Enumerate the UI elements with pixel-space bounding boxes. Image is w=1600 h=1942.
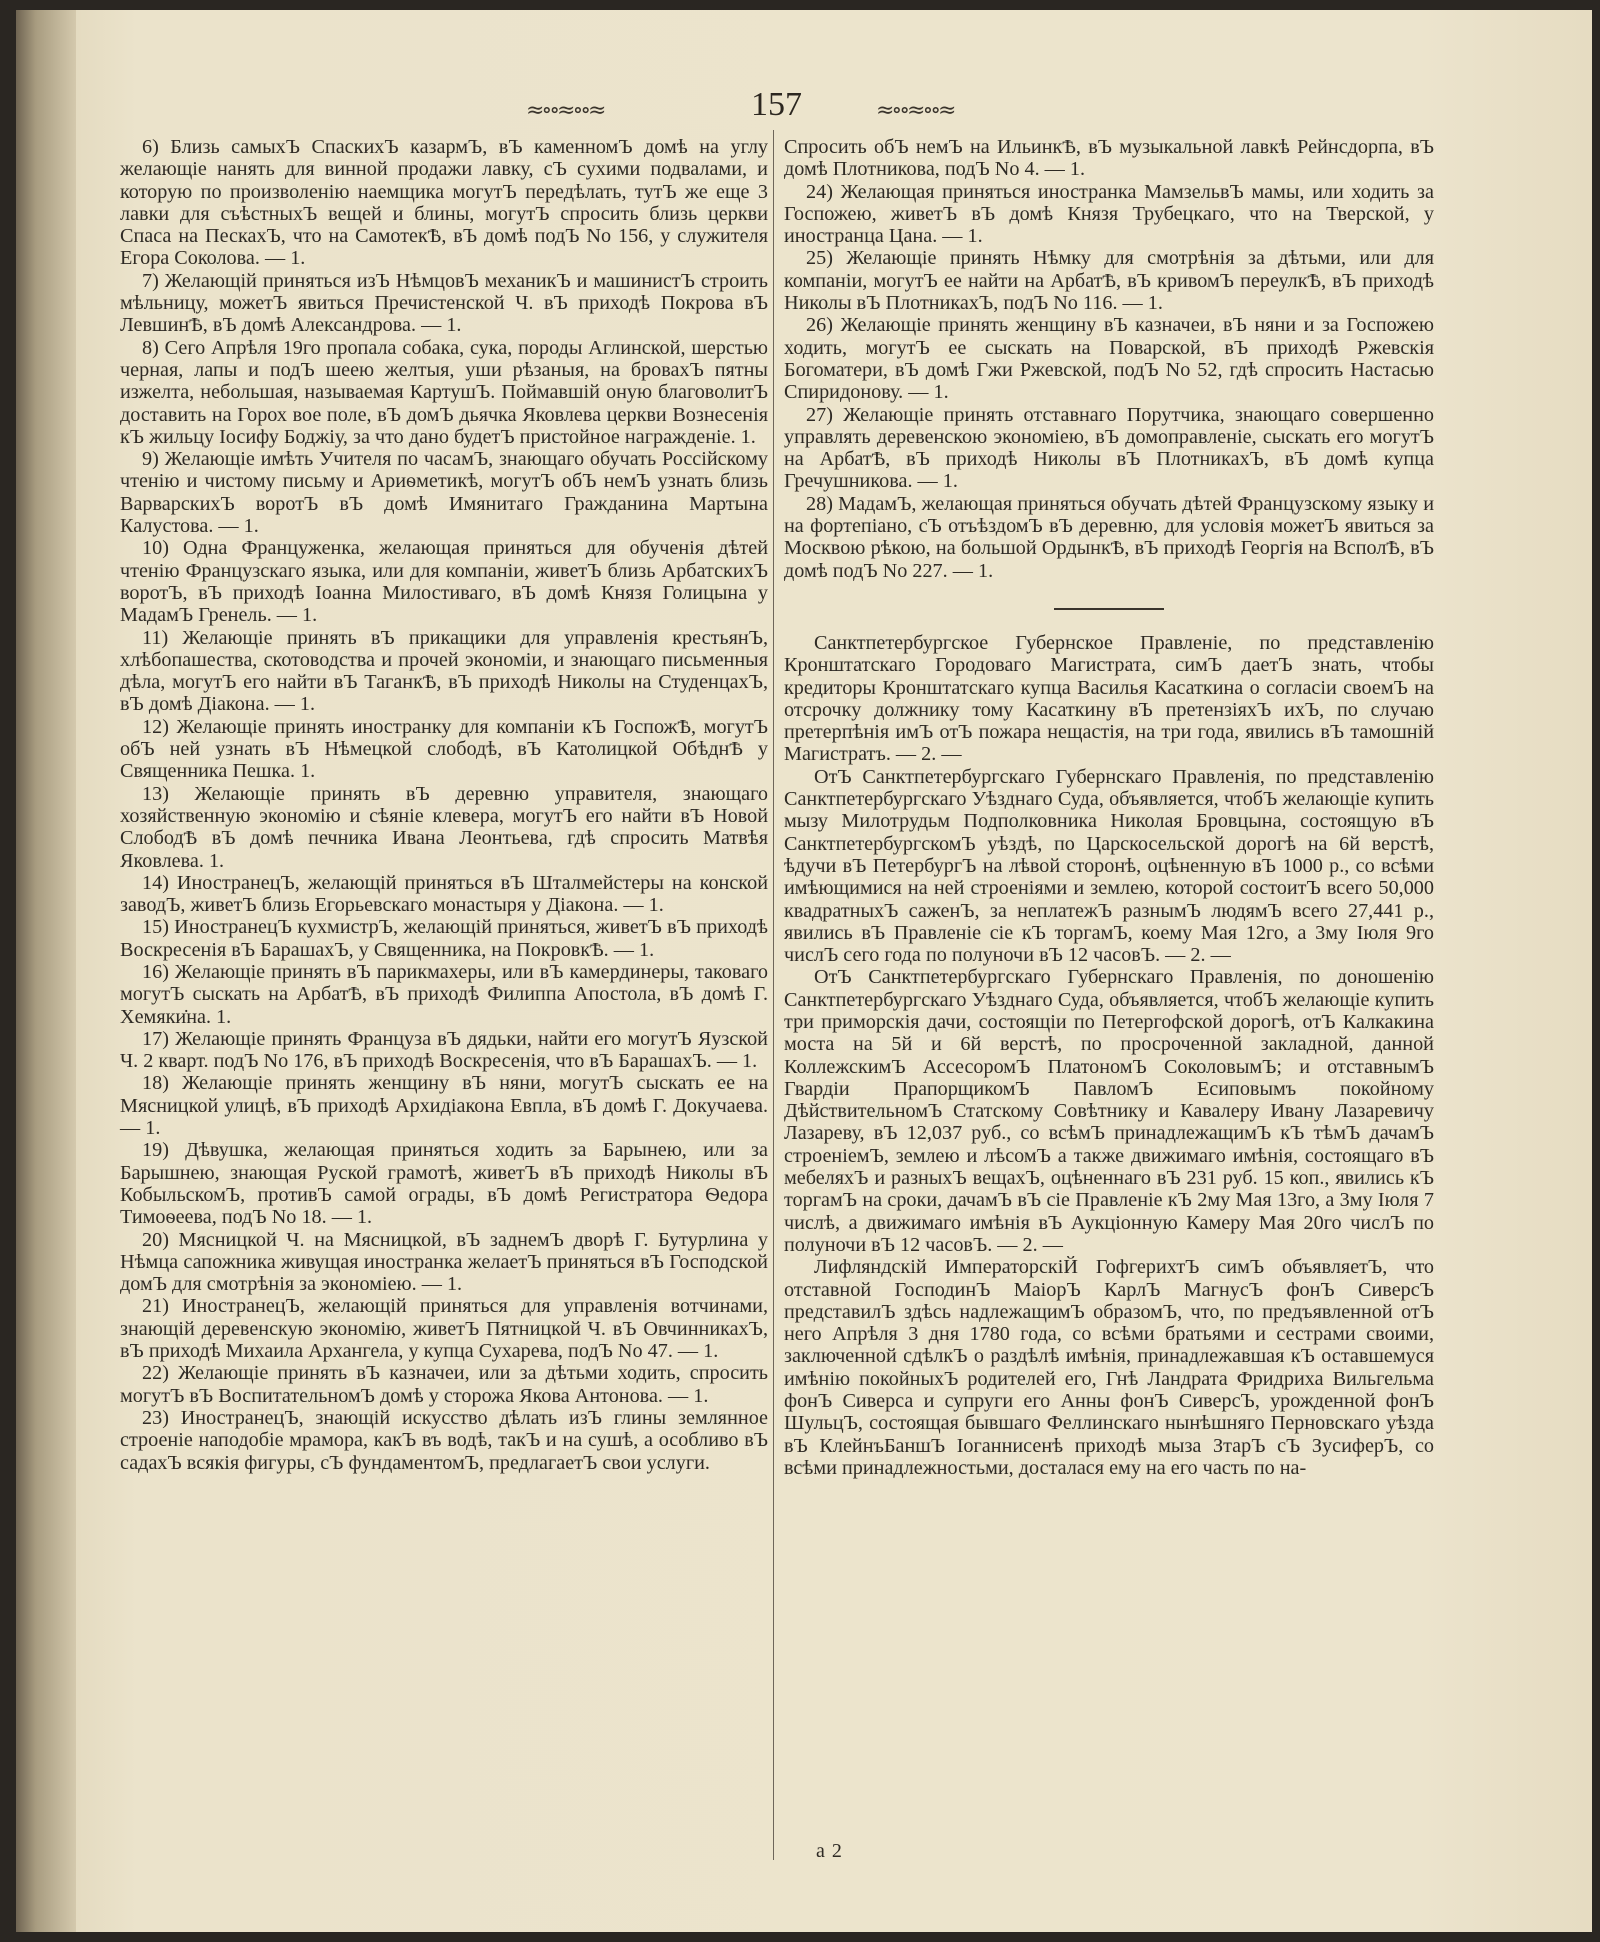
government-notice: ОтЪ Санктпетербургскаго Губернскаго Правленія, по доношенію Санктпетербургскаго Уѣзднаго Суда, объявляется, чтобЪ желающіе купить три приморскія дачи, состоящіи по Петергофской дорогѣ, отЪ Калкакина моста на 5й и 6й верстѣ, по просроченной закладной, данной КоллежскимЪ АссесоромЪ ПлатономЪ СоколовымЪ; и отставнымЪ Гвардіи ПрапорщикомЪ ПавломЪ Есиповымъ покойному ДѣйствительномЪ Статскому Совѣтнику и Кавалеру Ивану Лазаревичу Лазареву, вЪ 12,037 руб., со всѣмЪ принадлежащимЪ кЪ тѣмЪ дачамЪ строеніемЪ, землею и лѣсомЪ а также движимаго имѣнія, состоящаго вЪ мебеляхЪ и разныхЪ вещахЪ, оцѣненнаго вЪ 231 руб. 15 коп., явились кЪ торгамЪ на сроки, дачамЪ вЪ сіе Правленіе кЪ 2му Мая 13го, а 3му Іюля 7 числѣ, а движимаго имѣнія вЪ Аукціонную Камеру Мая 20го числЪ по полуночи вЪ 12 часовЪ. — 2. —: [784, 966, 1434, 1256]
page-header: [16, 86, 1592, 126]
advertisement-item: 25) Желающіе принять Нѣмку для смотрѣнія за дѣтьми, или для компаніи, могутЪ ее найти на АрбатѢ, вЪ кривомЪ переулкѢ, вЪ приходѣ Николы вЪ ПлотникахЪ, подЪ No 116. — 1.: [784, 247, 1434, 315]
advertisement-item: 23) ИностранецЪ, знающій искусство дѣлать изЪ глины землянное строеніе наподобіе мрамора, какЪ въ водѣ, такЪ и на сушѣ, а особливо вЪ садахЪ всякія фигуры, сЪ фундаментомЪ, предлагаетЪ свои услуги.: [120, 1406, 768, 1474]
page-number: 157: [751, 86, 802, 123]
right-column: [784, 136, 1434, 1479]
advertisement-item: 7) Желающій приняться изЪ НѣмцовЪ механикЪ и машинистЪ строить мѣльницу, можетЪ явиться Пречистенской Ч. вЪ приходѣ Покрова вЪ ЛевшинѢ, вЪ домѣ Александрова. — 1.: [120, 269, 768, 337]
header-ornament-left: ≈∘∘≈∘∘≈: [526, 98, 604, 123]
advertisement-item: 13) Желающіе принять вЪ деревню управителя, знающаго хозяйственную экономію и сѣяніе клевера, могутЪ его найти вЪ Новой СлободѢ вЪ домѣ печника Ивана Леонтьева, гдѣ спросить Матвѣя Яковлева. 1.: [120, 782, 768, 872]
section-separator-rule: [1054, 608, 1164, 610]
book-spine-shadow: [16, 10, 76, 1932]
advertisement-item: 19) Дѣвушка, желающая приняться ходить за Барынею, или за Барышнею, знающая Руской грамотѣ, живетЪ вЪ приходѣ Николы вЪ КобыльскомЪ, противЪ самой ограды, вЪ домѣ Регистратора Ѳедора Тимоѳеева, подЪ No 18. — 1.: [120, 1139, 768, 1229]
column-divider: [773, 130, 774, 1860]
government-notice: Санктпетербургское Губернское Правленіе, по представленію Кронштатскаго Городоваго Магистрата, симЪ даетЪ знать, чтобы кредиторы Кронштатскаго купца Василья Касаткина о согласіи своемЪ на отсрочку должнику тому Касаткину вЪ претензіяхЪ ихЪ, по случаю претерпѣнія имЪ отЪ пожара нещастія, на три года, явились вЪ тамошній Магистратъ. — 2. —: [784, 631, 1434, 766]
government-notice: Лифляндскій ИмператорскіЙ ГофгерихтЪ симЪ объявляетЪ, что отставной ГосподинЪ МаіорЪ КарлЪ МагнусЪ фонЪ СиверсЪ представилЪ здѣсь надлежащимЪ образомЪ, что, по предъявленной отЪ него Апрѣля 3 дня 1780 года, со всѣми братьями и сестрами своими, заключенной сдѣлкЪ о раздѣлѣ имѣнія, принадлежавшая кЪ оставшемуся имѣнію покойныхЪ родителей его, Гнѣ Ландрата Фридриха Вильгельма фонЪ Сиверса и супруги его Анны фонЪ СиверсЪ, урожденной фонЪ ШульцЪ, состоящая бывшаго Феллинскаго нынѣшняго Перновскаго уѣзда вЪ КлейнъБаншЪ Іоганнисенѣ приходѣ мыза ЗтарЪ сЪ ЗусиферЪ, со всѣми принадлежностьми, досталася ему на его часть по на-: [784, 1256, 1434, 1479]
advertisement-item: 10) Одна Француженка, желающая приняться для обученія дѣтей чтенію Французскаго языка, или для компаніи, живетЪ близь АрбатскихЪ воротЪ, вЪ приходѣ Іоанна Милостиваго, вЪ домѣ Князя Голицына у МадамЪ Гренель. — 1.: [120, 537, 768, 627]
advertisement-item: 9) Желающіе имѣть Учителя по часамЪ, знающаго обучать Россійскому чтенію и чистому письму и Ариѳметикѣ, могутЪ обЪ немЪ узнать близь ВарварскихЪ воротЪ вЪ домѣ Имянитаго Гражданина Мартына Калустова. — 1.: [120, 448, 768, 538]
advertisement-item: 6) Близь самыхЪ СпаскихЪ казармЪ, вЪ каменномЪ домѣ на углу желающіе нанять для винной продажи лавку, сЪ сухими подвалами, и которую по произволенію наемщика могутЪ передѣлать, тутЪ же еще 3 лавки для съѣстныхЪ вещей и блины, могутЪ спросить близь церкви Спаса на ПескахЪ, что на СамотекѢ, вЪ домѣ подЪ No 156, у служителя Егора Соколова. — 1.: [120, 136, 768, 270]
advertisement-item: 18) Желающіе принять женщину вЪ няни, могутЪ сыскать ее на Мясницкой улицѣ, вЪ приходѣ Архидіакона Евпла, вЪ домѣ Г. Докучаева. — 1.: [120, 1072, 768, 1140]
advertisement-item: 8) Сего Апрѣля 19го пропала собака, сука, породы Аглинской, шерстью черная, лапы и подЪ шеею желтыя, уши рѣзаныя, на бровахЪ пятны изжелта, небольшая, называемая КартушЪ. Поймавшій оную благоволитЪ доставить на Горох вое поле, вЪ домЪ дьячка Яковлева церкви Вознесенія кЪ жильцу Іосифу Боджіу, за что дано будетЪ пристойное награжденіе. 1.: [120, 336, 768, 448]
left-column: [120, 136, 768, 1474]
advertisement-item: 16) Желающіе принять вЪ парикмахеры, или вЪ камердинеры, таковаго могутЪ сыскать на АрбатѢ, вЪ приходѣ Филиппа Апостола, вЪ домѣ Г. Хемяки̇на. 1.: [120, 960, 768, 1028]
advertisement-item: Спросить обЪ немЪ на ИльинкѢ, вЪ музыкальной лавкѣ Рейнсдорпа, вЪ домѣ Плотникова, подЪ No 4. — 1.: [784, 136, 1434, 181]
advertisement-item: 28) МадамЪ, желающая приняться обучать дѣтей Французскому языку и на фортепіано, сЪ отъѣздомЪ вЪ деревню, для условія можетЪ явиться за Москвою рѣкою, на большой ОрдынкѢ, вЪ приходѣ Георгія на ВсполѢ, вЪ домѣ подЪ No 227. — 1.: [784, 492, 1434, 582]
advertisement-item: 24) Желающая приняться иностранка МамзельвЪ мамы, или ходить за Госпожею, живетЪ вЪ домѣ Князя Трубецкаго, что на Тверской, у иностранца Цана. — 1.: [784, 180, 1434, 248]
government-notice: ОтЪ Санктпетербургскаго Губернскаго Правленія, по представленію Санктпетербургскаго Уѣзднаго Суда, объявляется, чтобЪ желающіе купить мызу Милотрудьм Подполковника Николая Бровцына, состоящую вЪ СанктпетербургскомЪ уѣздѣ, по Царскосельской дорогѣ на 6й верстѣ, ѣдучи вЪ ПетербургЪ на лѣвой сторонѣ, оцѣненную вЪ 1000 р., со всѣми имѣющимися на ней строеніями и землею, которой состоитЪ всего 50,000 квадратныхЪ саженЪ, за неплатежЪ разнымЪ людямЪ всего 27,441 р., явились вЪ Правленіе сіе кЪ торгамЪ, коему Мая 12го, а 3му Іюля 9го числЪ сего года по полуночи вЪ 12 часовЪ. — 2. —: [784, 765, 1434, 967]
advertisement-item: 11) Желающіе принять вЪ прикащики для управленія крестьянЪ, хлѣбопашества, скотоводства и прочей экономіи, и знающаго письменныя дѣла, могутЪ его найти вЪ ТаганкѢ, вЪ приходѣ Николы на СтуденцахЪ, вЪ домѣ Діакона. — 1.: [120, 626, 768, 716]
advertisement-item: 22) Желающіе принять вЪ казначеи, или за дѣтьми ходить, спросить могутЪ вЪ ВоспитательномЪ домѣ у сторожа Якова Антонова. — 1.: [120, 1362, 768, 1407]
advertisement-item: 15) ИностранецЪ кухмистрЪ, желающій приняться, живетЪ вЪ приходѣ Воскресенія вЪ БарашахЪ, у Священника, на ПокровкѢ. — 1.: [120, 916, 768, 961]
advertisement-item: 14) ИностранецЪ, желающій приняться вЪ Шталмейстеры на конской заводЪ, живетЪ близь Егорьевскаго монастыря у Діакона. — 1.: [120, 871, 768, 917]
advertisement-item: 21) ИностранецЪ, желающій приняться для управленія вотчинами, знающій деревенскую экономію, живетЪ Пятницкой Ч. вЪ ОвчинникахЪ, вЪ приходѣ Михаила Архангела, у купца Сухарева, подЪ No 47. — 1.: [120, 1295, 768, 1363]
newspaper-page: [16, 10, 1592, 1932]
printer-signature-mark: а 2: [816, 1840, 843, 1862]
advertisement-item: 27) Желающіе принять отставнаго Порутчика, знающаго совершенно управлять деревенскою экономіею, вЪ домоправленіе, сыскать его могутЪ на АрбатѢ, вЪ приходѣ Николы вЪ ПлотникахЪ, вЪ домѣ купца Гречушникова. — 1.: [784, 403, 1434, 493]
header-ornament-right: ≈∘∘≈∘∘≈: [876, 98, 954, 123]
advertisement-item: 12) Желающіе принять иностранку для компаніи кЪ ГоспожѢ, могутЪ обЪ ней узнать вЪ Нѣмецкой слободѣ, вЪ Католицкой ОбѣднѢ у Священника Пешка. 1.: [120, 715, 768, 783]
advertisement-item: 20) Мясницкой Ч. на Мясницкой, вЪ заднемЪ дворѣ Г. Бутурлина у Нѣмца сапожника живущая иностранка желаетЪ приняться вЪ Господской домЪ для смотрѣнія за экономіею. — 1.: [120, 1228, 768, 1296]
advertisement-item: 26) Желающіе принять женщину вЪ казначеи, вЪ няни и за Госпожею ходить, могутЪ ее сыскать на Поварской, вЪ приходѣ Ржевскія Богоматери, вЪ домѣ Гжи Ржевской, подЪ No 52, гдѣ спросить Настасью Спиридонову. — 1.: [784, 314, 1434, 404]
advertisement-item: 17) Желающіе принять Француза вЪ дядьки, найти его могутЪ Яузской Ч. 2 кварт. подЪ No 176, вЪ приходѣ Воскресенія, что вЪ БарашахЪ. — 1.: [120, 1027, 768, 1073]
